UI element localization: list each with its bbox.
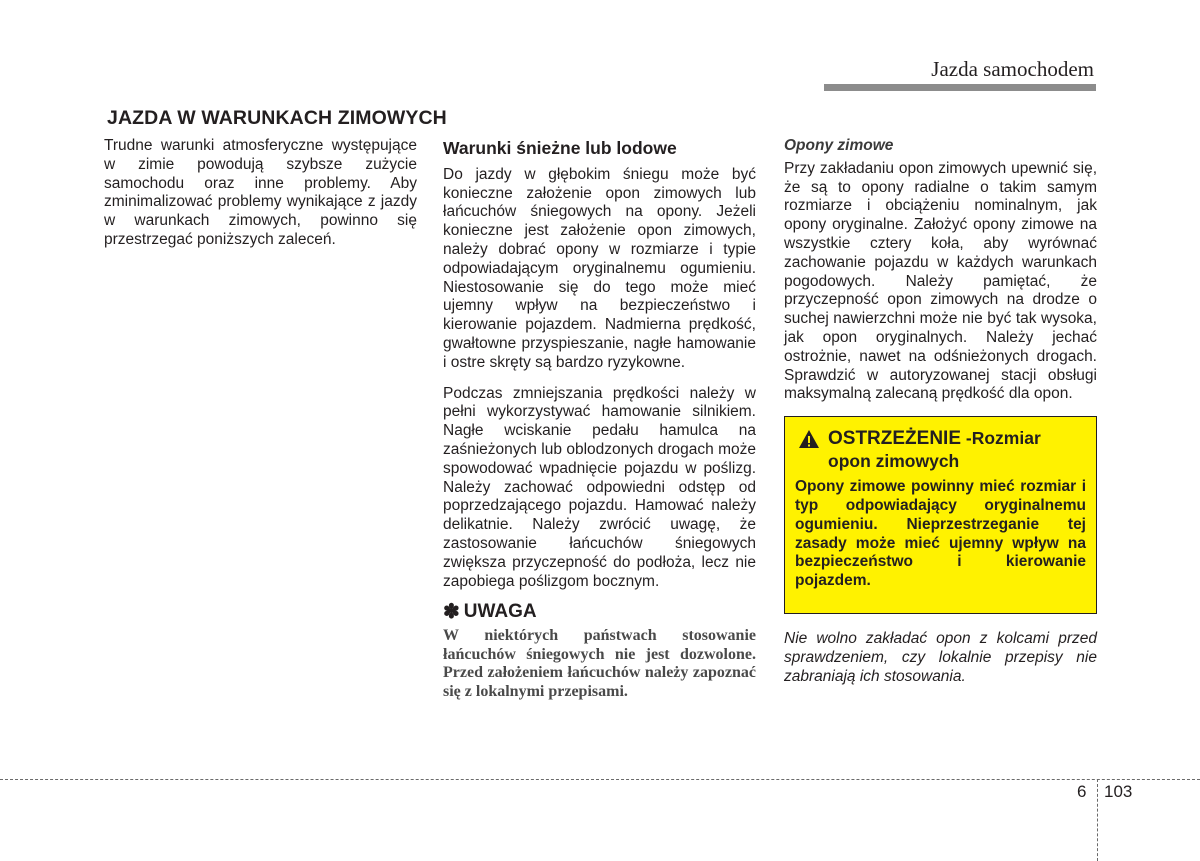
- header-rule: [824, 84, 1096, 91]
- warning-triangle-icon: [798, 429, 820, 449]
- chapter-number: 6: [1077, 782, 1087, 801]
- snow-ice-subheading: Warunki śnieżne lub lodowe: [443, 138, 677, 158]
- snow-ice-paragraph-1: Do jazdy w głębokim śniegu może być konieczne założenie opon zimowych lub łańcuchów śniegowych na opony. Jeżeli konieczne jest założenie opon zimowych, należy dobrać opony w rozmiarze i typie odpowiadającym oryginalnemu ogumieniu. Niestosowanie się do tego może mieć ujemny wpływ na bezpieczeństwo i kierowanie pojazdem. Nadmierna prędkość, gwałtowne przyspieszanie, nagłe hamowanie i ostre skręty są bardzo ryzykowne.: [443, 165, 756, 371]
- warning-title-rest: -Rozmiar opon zimowych: [828, 428, 1041, 472]
- warning-body: Opony zimowe powinny mieć rozmiar i typ odpowiadający oryginalnemu ogumieniu. Nieprzestrzeganie tej zasady może mieć ujemny wpływ na bezpieczeństwo i kierowanie pojazdem.: [795, 478, 1086, 590]
- winter-tires-paragraph: Przy zakładaniu opon zimowych upewnić się, że są to opony radialne o takim samym rozmiarze i obciążeniu nominalnym, jak opony oryginalne. Założyć opony zimowe na wszystkie cztery koła, aby wyrównać zachowanie pojazdu w każdych warunkach pogodowych. Należy pamiętać, że przyczepność opon zimowych na drodze o suchej nawierzchni może nie być tak wysoka, jak opon oryginalnych. Należy jechać ostrożnie, nawet na odśnieżonych drogach. Sprawdzić w autoryzowanej stacji obsługi maksymalną zalecaną prędkość dla opon.: [784, 159, 1097, 403]
- note-body: W niektórych państwach stosowanie łańcuchów śniegowych nie jest dozwolone. Przed założeniem łańcuchów należy zapoznać się z lokalnymi przepisami.: [443, 627, 756, 700]
- warning-title-main: OSTRZEŻENIE: [828, 428, 962, 450]
- footer-divider: [0, 779, 1200, 780]
- winter-tires-subheading: Opony zimowe: [784, 137, 894, 154]
- warning-title-text: [828, 427, 1086, 472]
- column-2: [443, 139, 756, 714]
- column-3: [784, 137, 1097, 698]
- snow-ice-paragraph-2: Podczas zmniejszania prędkości należy w pełni wykorzystywać hamowanie silnikiem. Nagłe wciskanie pedału hamulca na zaśnieżonych lub oblodzonych drogach może spowodować wpadnięcie pojazdu w poślizg. Należy zachować odpowiedni odstęp od poprzedzającego pojazdu. Hamować należy delikatnie. Należy zwrócić uwagę, że zastosowanie łańcuchów śniegowych zwiększa przyczepność do podłoża, lecz nie zapobiega poślizgom bocznym.: [443, 384, 756, 590]
- footer-vertical-divider: [1097, 779, 1098, 861]
- header-title: Jazda samochodem: [931, 57, 1094, 81]
- intro-paragraph: Trudne warunki atmosferyczne występujące w zimie powodują szybsze zużycie samochodu oraz inne problemy. Aby zminimalizować problemy wynikające z jazdy w warunkach zimowych, powinno się przestrzegać poniższych zaleceń.: [104, 137, 417, 248]
- asterisk-icon: ✽: [443, 601, 460, 624]
- warning-title: [795, 427, 1086, 472]
- section-title: JAZDA W WARUNKACH ZIMOWYCH: [107, 107, 447, 129]
- warning-box: [784, 416, 1097, 614]
- column-1: [104, 137, 417, 262]
- page-number: 103: [1104, 782, 1133, 801]
- studded-tires-note: Nie wolno zakładać opon z kolcami przed sprawdzeniem, czy lokalnie przepisy nie zabraniają ich stosowania.: [784, 629, 1097, 685]
- note-heading-label: UWAGA: [463, 601, 537, 623]
- note-heading: [443, 603, 756, 622]
